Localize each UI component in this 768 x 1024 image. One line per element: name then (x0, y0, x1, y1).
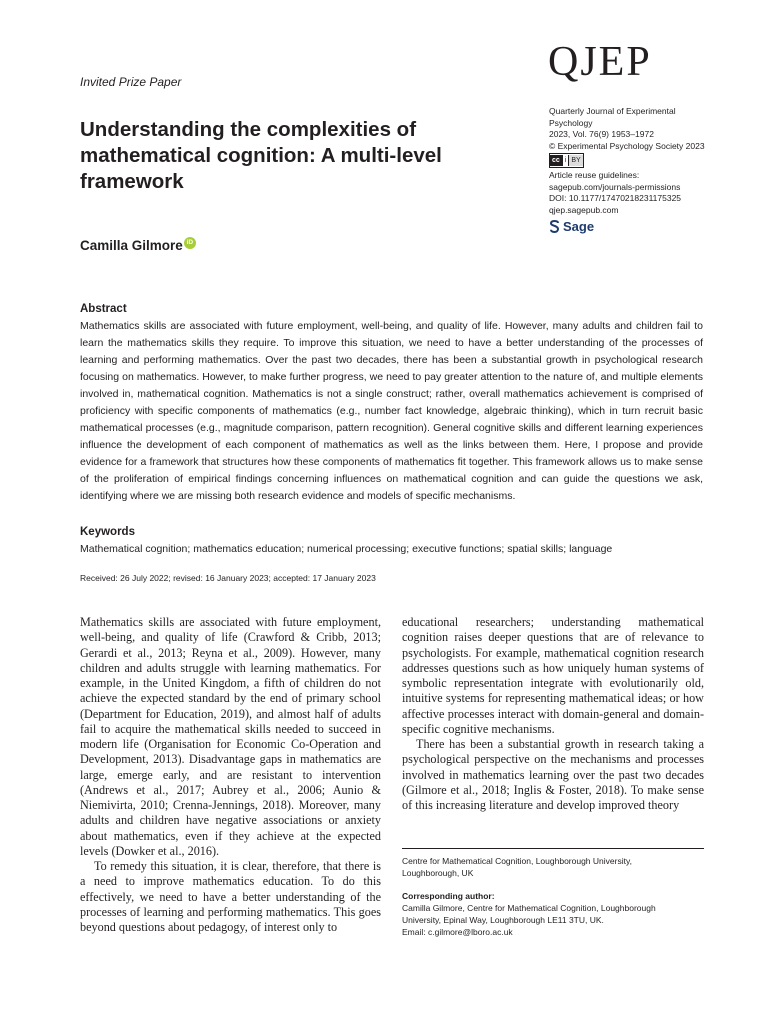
affiliation-line-1: Centre for Mathematical Cognition, Loughborough University, (402, 856, 632, 866)
footnote-divider (402, 848, 704, 849)
body-column-right (402, 615, 704, 813)
orcid-icon[interactable]: iD (184, 237, 196, 249)
doi-link[interactable]: DOI: 10.1177/17470218231175325 (549, 193, 682, 203)
publisher-logo (549, 220, 709, 233)
author-name: Camilla Gilmore (80, 238, 183, 253)
body-paragraph: educational researchers; understanding mathematical cognition raises deeper questions that are of relevance to psychologists. For example, mathematical cognition research addresses questions such as how uniquely human systems of symbolic representation integrate with evolutionarily old, intuitive systems for representing mathematical ideas; or how affective processes interact with domain-general and domain-specific cognitive mechanisms. (402, 615, 704, 736)
abstract-heading: Abstract (80, 303, 127, 315)
author-footnote (402, 855, 704, 939)
journal-name-line-2: Psychology (549, 117, 593, 128)
journal-metadata (549, 106, 709, 233)
corresponding-email[interactable]: Email: c.gilmore@lboro.ac.uk (402, 927, 513, 938)
copyright-line: © Experimental Psychology Society 2023 (549, 140, 705, 151)
corresponding-author-heading: Corresponding author: (402, 890, 495, 901)
cc-license-icon[interactable] (549, 153, 584, 168)
cc-mark: cc (552, 157, 560, 164)
keywords-list: Mathematical cognition; mathematics education; numerical processing; executive functions; spatial skills; language (80, 543, 613, 555)
permissions-link[interactable]: sagepub.com/journals-permissions (549, 181, 681, 192)
body-paragraph: To remedy this situation, it is clear, therefore, that there is a need to improve mathematics education. To do this effectively, we need to have a better understanding of the processes of learning and performing mathematics. This goes beyond questions about pedagogy, of interest only to (80, 859, 381, 934)
body-paragraph: Mathematics skills are associated with future employment, well-being, and quality of life (Crawford & Cribb, 2013; Gerardi et al., 2013; Reyna et al., 2009). However, many children and adults struggle with learning mathematics. For example, in the United Kingdom, a fifth of children do not achieve the expected standard by the end of primary school (Department for Education, 2019), and almost half of adults fail to acquire the mathematical skills needed to succeed in modern life (Organisation for Economic Co-Operation and Development, 2013). Disadvantage gaps in mathematics are large, emerge early, and are resistant to intervention (Andrews et al., 2017; Aubrey et al., 2006; Aunio & Niemivirta, 2010; Crenna-Jennings, 2018). Moreover, many adults and children have negative associations or anxiety about mathematics, even if they achieve at the expected levels (Dowker et al., 2016). (80, 615, 381, 858)
corresponding-address-line-2: University, Epinal Way, Loughborough LE11 3TU, UK. (402, 915, 604, 926)
keywords-heading: Keywords (80, 526, 135, 538)
sage-s-icon (549, 220, 560, 233)
journal-name-line-1: Quarterly Journal of Experimental (549, 106, 676, 116)
reuse-guidelines-label: Article reuse guidelines: (549, 170, 640, 180)
body-column-left (80, 615, 381, 935)
author-byline (80, 238, 196, 253)
journal-logo: QJEP (548, 39, 652, 85)
article-type-label: Invited Prize Paper (80, 75, 182, 89)
journal-website-link[interactable]: qjep.sagepub.com (549, 204, 619, 215)
volume-pages: 2023, Vol. 76(9) 1953–1972 (549, 129, 654, 139)
abstract-text: Mathematics skills are associated with future employment, well-being, and quality of life. However, many adults and children fail to learn the mathematics skills they require. To improve this situation, we need to have a better understanding of the processes of learning and performing mathematics. Over the past two decades, there has been a substantial growth in psychological research focusing on mathematics. However, to make further progress, we need to pay greater attention to the nature of, and multiple elements involved in, mathematical cognition. Mathematics is not a single construct; rather, overall mathematics achievement is comprised of proficiency with specific components of mathematics (e.g., number fact knowledge, algebraic thinking), which in turn recruit basic mathematical processes (e.g., magnitude comparison, pattern recognition). General cognitive skills and different learning experiences influence the development of each component of mathematics as well as the links between them. Here, I propose and provide evidence for a framework that structures how these components of mathematics fit together. This framework allows us to make sense of the proliferation of empirical findings concerning influences on mathematical cognition and can guide the questions we ask, identifying where we are missing both research evidence and models of specific mechanisms. (80, 320, 703, 502)
by-mark: BY (568, 155, 582, 166)
publisher-name: Sage (563, 218, 595, 234)
attribution-icon: i (562, 155, 569, 166)
body-paragraph: There has been a substantial growth in research taking a psychological perspective on the mechanisms and processes involved in mathematics learning over the past two decades (Gilmore et al., 2018; Inglis & Foster, 2018). To make sense of this increasing literature and develop improved theory (402, 737, 704, 812)
article-dates: Received: 26 July 2022; revised: 16 January 2023; accepted: 17 January 2023 (80, 573, 376, 583)
article-title: Understanding the complexities of mathematical cognition: A multi-level framework (80, 118, 442, 193)
corresponding-address-line-1: Camilla Gilmore, Centre for Mathematical Cognition, Loughborough (402, 902, 656, 913)
affiliation-line-2: Loughborough, UK (402, 868, 474, 879)
